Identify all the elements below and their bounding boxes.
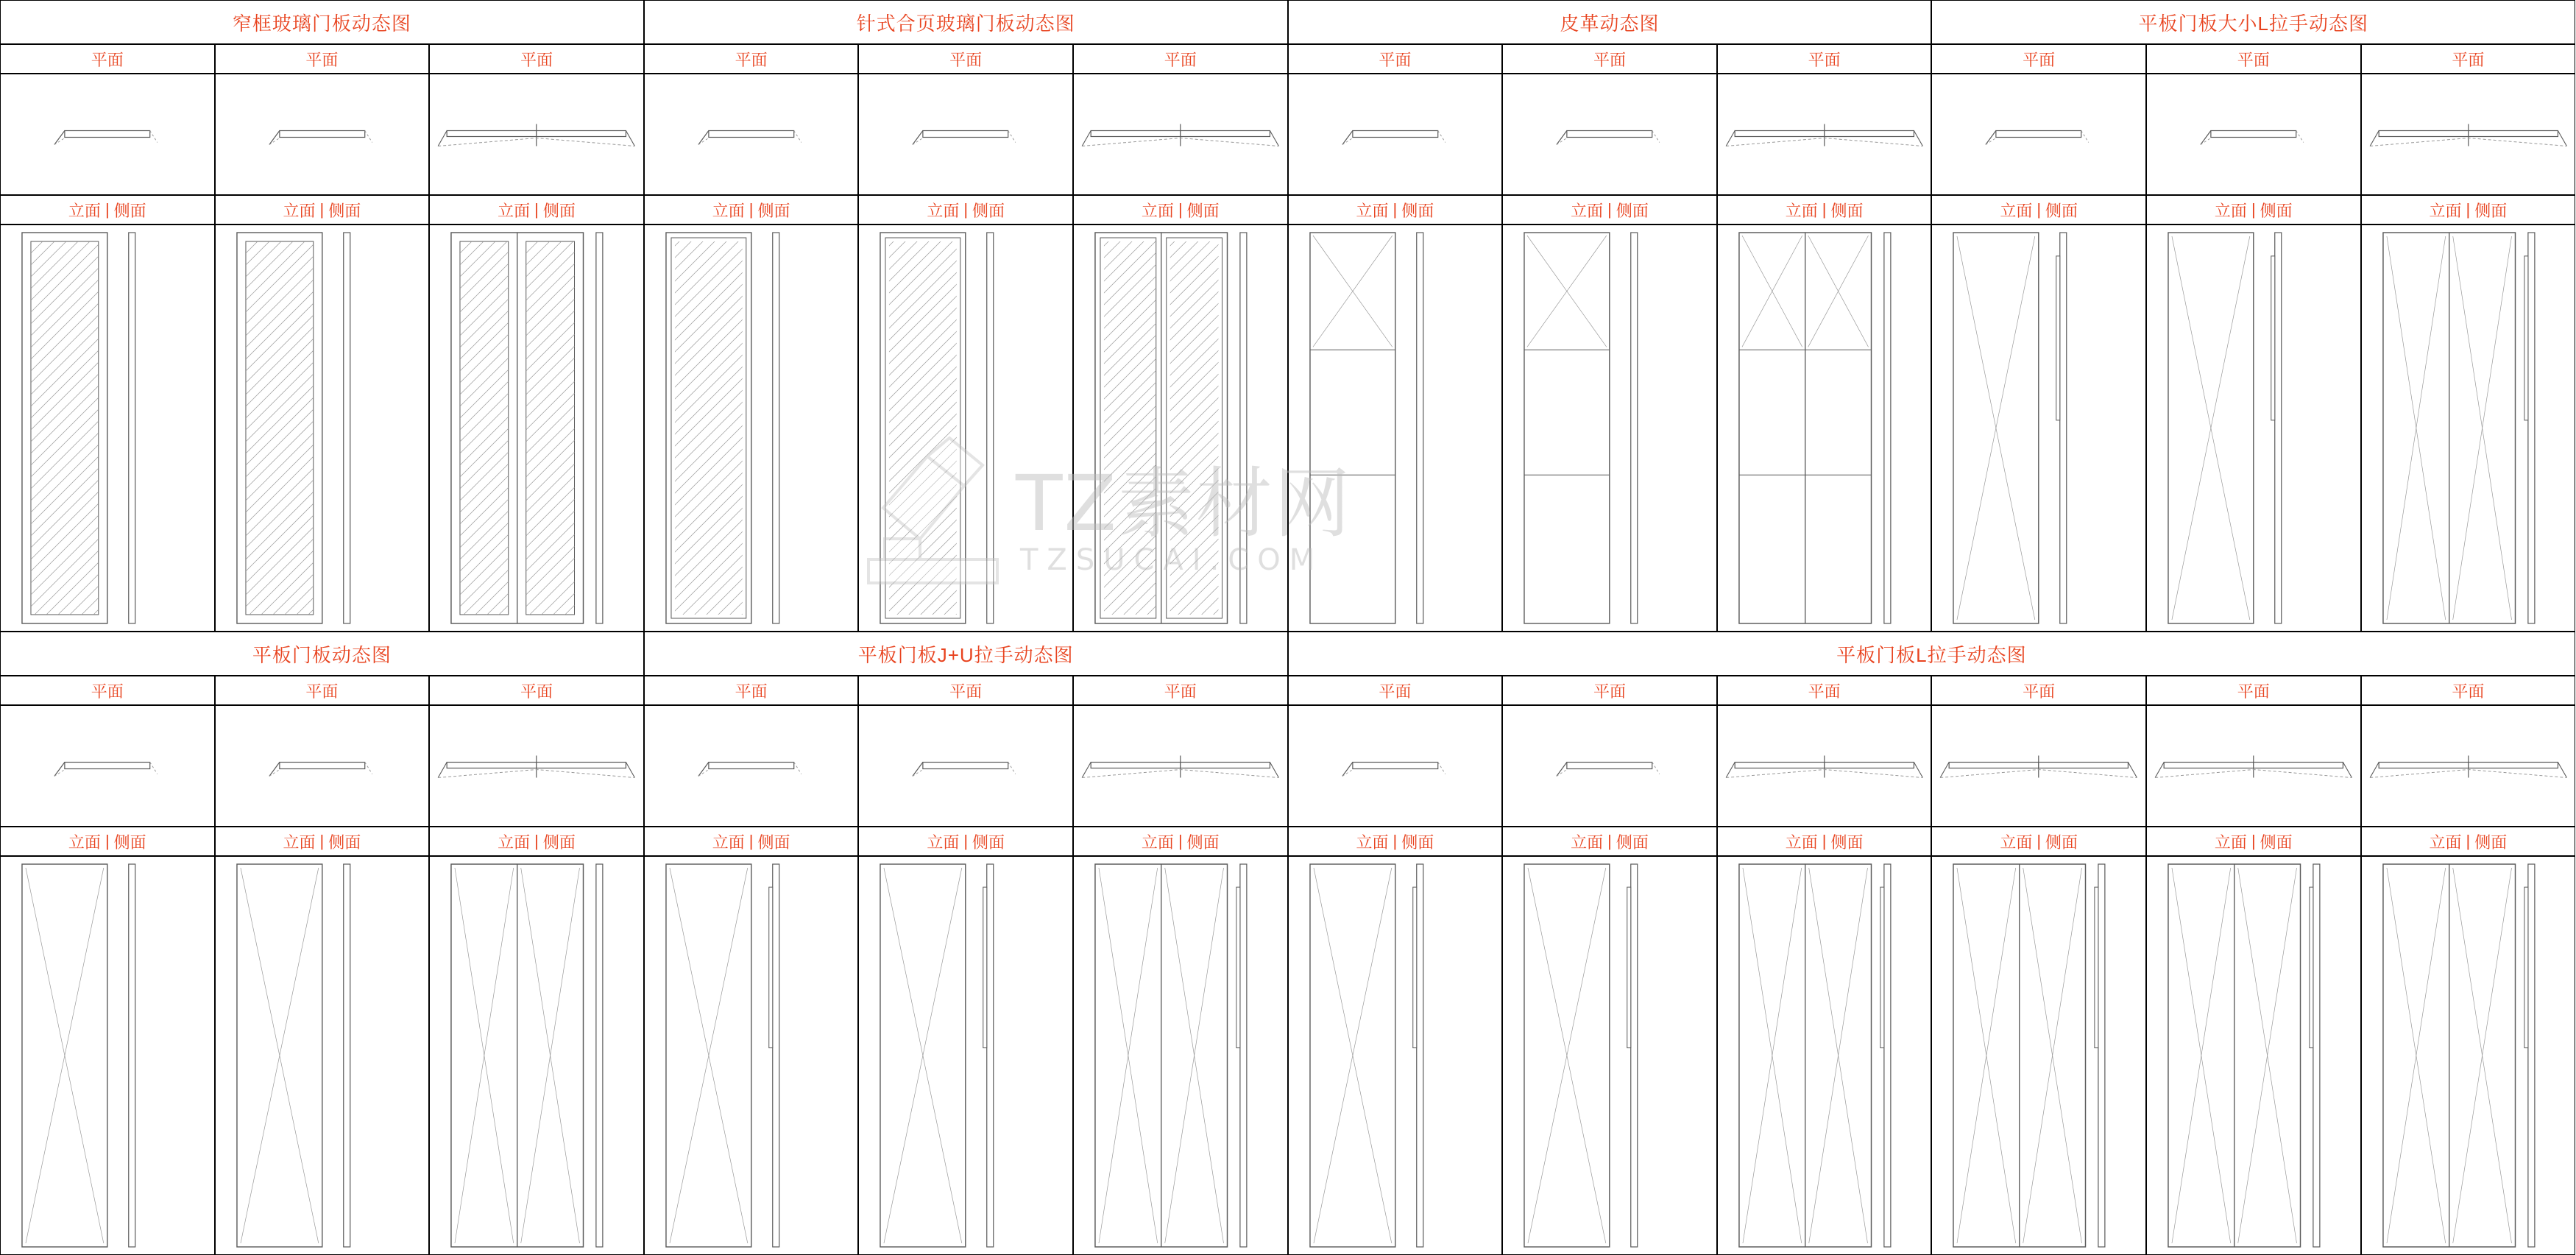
- elevation-label: 立面: [1141, 201, 1174, 220]
- label-separator: |: [319, 832, 325, 850]
- elevation-label: 立面: [498, 201, 531, 220]
- elevation-view-glass-pin-double: [1073, 225, 1288, 632]
- elevation-label: 立面: [712, 832, 745, 852]
- elevation-side-label: [644, 195, 859, 225]
- label-separator: |: [963, 200, 969, 219]
- elevation-view-flat-single: [0, 856, 215, 1255]
- plan-view-single-door-open: [215, 74, 430, 195]
- side-label: 侧面: [1616, 201, 1649, 220]
- side-label: 侧面: [113, 832, 146, 852]
- elevation-side-label: [0, 827, 215, 856]
- elevation-view-flat-double-L2: [1931, 856, 2146, 1255]
- elevation-side-label: [1288, 195, 1503, 225]
- plan-label: 平面: [644, 676, 859, 705]
- group-title: 窄框玻璃门板动态图: [0, 0, 644, 44]
- label-separator: |: [2466, 832, 2471, 850]
- elevation-view-glass-narrow-single: [215, 225, 430, 632]
- plan-view-double-door-open: [1931, 705, 2146, 827]
- elevation-view-glass-narrow-double: [429, 225, 644, 632]
- elevation-side-label: [858, 195, 1073, 225]
- plan-label: 平面: [858, 44, 1073, 74]
- elevation-label: 立面: [1571, 832, 1604, 852]
- plan-view-single-door-open: [2146, 74, 2361, 195]
- side-label: 侧面: [1186, 201, 1220, 220]
- plan-view-single-door-open: [215, 705, 430, 827]
- label-separator: |: [1607, 200, 1612, 219]
- label-separator: |: [1822, 832, 1827, 850]
- elevation-side-label: [2361, 827, 2576, 856]
- label-separator: |: [2251, 832, 2256, 850]
- side-label: 侧面: [972, 832, 1005, 852]
- plan-label: 平面: [215, 44, 430, 74]
- label-separator: |: [534, 200, 539, 219]
- elevation-side-label: [2146, 827, 2361, 856]
- elevation-side-label: [1073, 827, 1288, 856]
- label-separator: |: [749, 200, 754, 219]
- plan-view-double-door-open: [429, 74, 644, 195]
- elevation-view-leather-single-3panel: [1502, 225, 1717, 632]
- plan-view-single-door-open: [858, 74, 1073, 195]
- side-label: 侧面: [1830, 201, 1864, 220]
- side-label: 侧面: [2474, 201, 2508, 220]
- group-title: 针式合页玻璃门板动态图: [644, 0, 1288, 44]
- elevation-side-label: [2146, 195, 2361, 225]
- plan-label: 平面: [429, 676, 644, 705]
- plan-label: 平面: [644, 44, 859, 74]
- plan-label: 平面: [2361, 676, 2576, 705]
- plan-label: 平面: [1931, 676, 2146, 705]
- elevation-label: 立面: [927, 832, 960, 852]
- label-separator: |: [1607, 832, 1612, 850]
- plan-label: 平面: [1073, 44, 1288, 74]
- elevation-side-label: [2361, 195, 2576, 225]
- plan-label: 平面: [0, 676, 215, 705]
- elevation-view-flat-double-JU: [1073, 856, 1288, 1255]
- elevation-view-flat-single-JU: [644, 856, 859, 1255]
- elevation-side-label: [215, 195, 430, 225]
- label-separator: |: [1822, 200, 1827, 219]
- elevation-side-label: [1502, 827, 1717, 856]
- elevation-label: 立面: [283, 201, 316, 220]
- plan-label: 平面: [1717, 676, 1932, 705]
- elevation-label: 立面: [1356, 201, 1389, 220]
- plan-view-single-door-open: [1288, 705, 1503, 827]
- elevation-label: 立面: [2214, 201, 2247, 220]
- elevation-side-label: [1288, 827, 1503, 856]
- elevation-view-glass-pin-single: [858, 225, 1073, 632]
- elevation-view-flat-double-L: [2361, 225, 2576, 632]
- side-label: 侧面: [2260, 201, 2293, 220]
- side-label: 侧面: [2260, 832, 2293, 852]
- plan-view-single-door-open: [0, 74, 215, 195]
- side-label: 侧面: [1186, 832, 1220, 852]
- plan-label: 平面: [2361, 44, 2576, 74]
- elevation-view-flat-double-L2: [1717, 856, 1932, 1255]
- elevation-view-glass-narrow-single: [0, 225, 215, 632]
- plan-label: 平面: [215, 676, 430, 705]
- plan-label: 平面: [2146, 44, 2361, 74]
- side-label: 侧面: [542, 201, 576, 220]
- elevation-side-label: [644, 827, 859, 856]
- label-separator: |: [534, 832, 539, 850]
- elevation-label: 立面: [2000, 201, 2033, 220]
- elevation-label: 立面: [68, 201, 101, 220]
- plan-view-double-door-open: [2146, 705, 2361, 827]
- elevation-side-label: [0, 195, 215, 225]
- plan-label: 平面: [1288, 44, 1503, 74]
- elevation-view-flat-double: [429, 856, 644, 1255]
- plan-label: 平面: [1502, 44, 1717, 74]
- plan-label: 平面: [429, 44, 644, 74]
- plan-view-double-door-open: [1717, 74, 1932, 195]
- plan-view-double-door-open: [2361, 705, 2576, 827]
- elevation-label: 立面: [1785, 201, 1818, 220]
- elevation-side-label: [215, 827, 430, 856]
- elevation-side-label: [858, 827, 1073, 856]
- side-label: 侧面: [328, 201, 361, 220]
- plan-view-single-door-open: [644, 74, 859, 195]
- side-label: 侧面: [328, 832, 361, 852]
- elevation-view-flat-double-L2: [2361, 856, 2576, 1255]
- label-separator: |: [2251, 200, 2256, 219]
- elevation-label: 立面: [1785, 832, 1818, 852]
- elevation-side-label: [1073, 195, 1288, 225]
- plan-view-single-door-open: [1502, 74, 1717, 195]
- side-label: 侧面: [1616, 832, 1649, 852]
- elevation-view-flat-single-JU: [858, 856, 1073, 1255]
- side-label: 侧面: [2474, 832, 2508, 852]
- group-title: 平板门板J+U拉手动态图: [644, 632, 1288, 676]
- plan-view-double-door-open: [1073, 705, 1288, 827]
- elevation-side-label: [1931, 827, 2146, 856]
- elevation-view-flat-single-L: [1931, 225, 2146, 632]
- elevation-side-label: [429, 827, 644, 856]
- plan-view-double-door-open: [1717, 705, 1932, 827]
- elevation-side-label: [1717, 195, 1932, 225]
- label-separator: |: [2037, 832, 2042, 850]
- elevation-view-flat-single: [215, 856, 430, 1255]
- elevation-view-glass-pin-single: [644, 225, 859, 632]
- plan-view-single-door-open: [1288, 74, 1503, 195]
- elevation-view-leather-double-3panel: [1717, 225, 1932, 632]
- label-separator: |: [1178, 832, 1183, 850]
- plan-view-double-door-open: [2361, 74, 2576, 195]
- elevation-side-label: [1931, 195, 2146, 225]
- plan-label: 平面: [0, 44, 215, 74]
- plan-label: 平面: [858, 676, 1073, 705]
- plan-label: 平面: [1717, 44, 1932, 74]
- elevation-side-label: [1717, 827, 1932, 856]
- label-separator: |: [749, 832, 754, 850]
- elevation-label: 立面: [2214, 832, 2247, 852]
- elevation-view-flat-single-L: [2146, 225, 2361, 632]
- group-title: 平板门板大小L拉手动态图: [1931, 0, 2575, 44]
- side-label: 侧面: [1401, 201, 1434, 220]
- label-separator: |: [2466, 200, 2471, 219]
- plan-view-double-door-open: [1073, 74, 1288, 195]
- elevation-view-flat-single-L2: [1502, 856, 1717, 1255]
- elevation-label: 立面: [2429, 201, 2462, 220]
- plan-label: 平面: [1073, 676, 1288, 705]
- side-label: 侧面: [1830, 832, 1864, 852]
- label-separator: |: [1393, 832, 1398, 850]
- elevation-label: 立面: [1141, 832, 1174, 852]
- side-label: 侧面: [2045, 201, 2078, 220]
- elevation-view-flat-double-L2: [2146, 856, 2361, 1255]
- side-label: 侧面: [113, 201, 146, 220]
- elevation-label: 立面: [2429, 832, 2462, 852]
- group-title: 平板门板L拉手动态图: [1288, 632, 2576, 676]
- elevation-view-leather-single-3panel: [1288, 225, 1503, 632]
- side-label: 侧面: [757, 832, 790, 852]
- group-title: 皮革动态图: [1288, 0, 1932, 44]
- side-label: 侧面: [2045, 832, 2078, 852]
- elevation-label: 立面: [283, 832, 316, 852]
- plan-view-single-door-open: [644, 705, 859, 827]
- label-separator: |: [319, 200, 325, 219]
- group-title: 平板门板动态图: [0, 632, 644, 676]
- elevation-label: 立面: [1571, 201, 1604, 220]
- plan-label: 平面: [1502, 676, 1717, 705]
- side-label: 侧面: [757, 201, 790, 220]
- plan-label: 平面: [1288, 676, 1503, 705]
- elevation-label: 立面: [712, 201, 745, 220]
- side-label: 侧面: [542, 832, 576, 852]
- side-label: 侧面: [972, 201, 1005, 220]
- plan-label: 平面: [2146, 676, 2361, 705]
- plan-view-single-door-open: [858, 705, 1073, 827]
- plan-label: 平面: [1931, 44, 2146, 74]
- elevation-label: 立面: [2000, 832, 2033, 852]
- plan-view-double-door-open: [429, 705, 644, 827]
- side-label: 侧面: [1401, 832, 1434, 852]
- plan-view-single-door-open: [1931, 74, 2146, 195]
- label-separator: |: [2037, 200, 2042, 219]
- watermark-text: TZ素材网: [1016, 459, 1352, 548]
- plan-view-single-door-open: [0, 705, 215, 827]
- elevation-label: 立面: [1356, 832, 1389, 852]
- label-separator: |: [1178, 200, 1183, 219]
- plan-view-single-door-open: [1502, 705, 1717, 827]
- label-separator: |: [105, 832, 110, 850]
- elevation-side-label: [1502, 195, 1717, 225]
- elevation-label: 立面: [498, 832, 531, 852]
- label-separator: |: [105, 200, 110, 219]
- label-separator: |: [963, 832, 969, 850]
- elevation-side-label: [429, 195, 644, 225]
- label-separator: |: [1393, 200, 1398, 219]
- elevation-view-flat-single-L2: [1288, 856, 1503, 1255]
- elevation-label: 立面: [927, 201, 960, 220]
- elevation-label: 立面: [68, 832, 101, 852]
- watermark-subtext: TZSUCAI.COM: [1020, 543, 1324, 577]
